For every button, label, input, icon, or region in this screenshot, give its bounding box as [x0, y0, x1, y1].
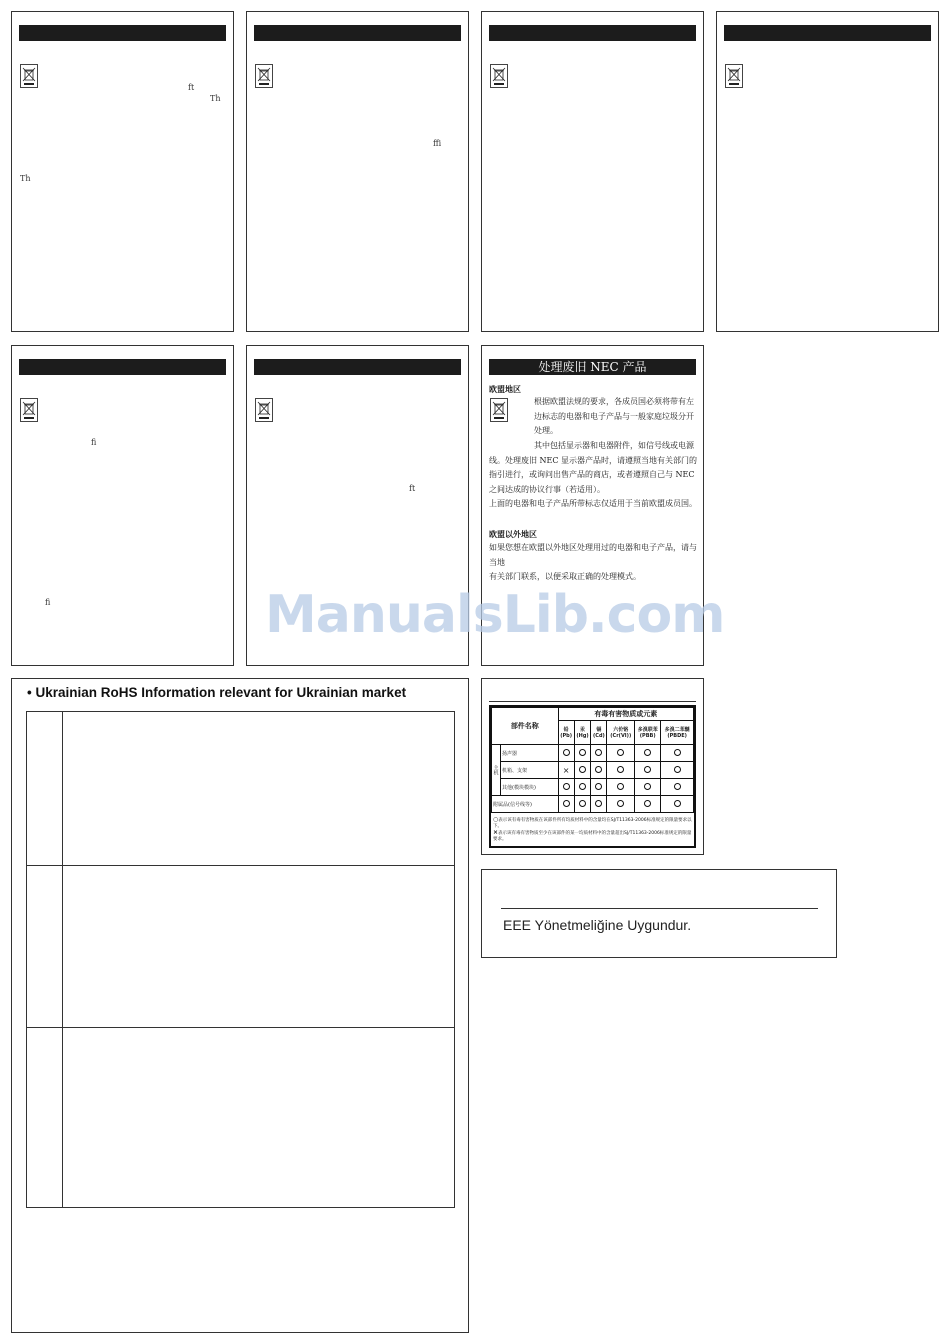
substance-name: 汞: [580, 727, 586, 733]
weee-bin-icon: [725, 64, 743, 88]
text-line: 根据欧盟法规的要求，各成员国必须将带有左: [534, 397, 694, 406]
text-line: 之间达成的协议行事（若适用）。: [489, 484, 605, 494]
circle-icon: [579, 766, 586, 773]
compliant-mark: [607, 762, 635, 779]
rohs-notes: [493, 817, 692, 843]
substance-symbol: (Hg): [576, 733, 589, 739]
substance-column-header: [591, 721, 607, 745]
weee-bin-icon: [255, 398, 273, 422]
compliant-mark: [574, 796, 591, 813]
compliant-mark: [574, 779, 591, 796]
turkish-compliance-text: EEE Yönetmeliğine Uygundur.: [503, 917, 692, 933]
text-fragment: fi: [45, 598, 51, 607]
weee-bin-icon: [255, 64, 273, 88]
language-panel-3: [481, 11, 704, 332]
circle-icon: [644, 800, 651, 807]
table-row: [492, 796, 694, 813]
chinese-panel-title: 处理废旧 NEC 产品: [489, 359, 696, 375]
header-substances: 有毒有害物质或元素: [558, 708, 693, 721]
circle-icon: [617, 749, 624, 756]
substance-column-header: [607, 721, 635, 745]
non-eu-paragraph: [489, 541, 701, 585]
language-panel-6: [246, 345, 469, 666]
substance-symbol: (Cr(VI)): [610, 733, 632, 739]
weee-bin-icon: [20, 64, 38, 88]
table-row: [492, 745, 694, 762]
watermark: ManualsLib.com: [265, 585, 725, 645]
circle-icon: [617, 783, 624, 790]
eu-paragraph: [489, 439, 701, 512]
compliant-mark: [558, 779, 574, 796]
panel-top-rule: [489, 701, 696, 702]
substance-name: 多溴二苯醚: [664, 727, 690, 733]
compliant-mark: [661, 745, 694, 762]
text-line: 边标志的电器和电子产品与一般家庭垃圾分开: [534, 411, 694, 421]
substance-column-header: [635, 721, 661, 745]
text-line: 有关部门联系，以便采取正确的处理模式。: [489, 572, 641, 581]
panel-title-bar: [489, 25, 696, 41]
table-row: [492, 779, 694, 796]
eu-region-heading: 欧盟地区: [489, 385, 521, 394]
rohs-table-frame: [489, 705, 696, 848]
substance-name: 多溴联苯: [637, 727, 658, 733]
compliant-mark: [661, 796, 694, 813]
circle-icon: [595, 749, 602, 756]
substance-column-header: [661, 721, 694, 745]
part-name-cell: 附属品(信号线等): [492, 796, 559, 813]
rohs-note: [493, 830, 692, 843]
compliant-mark: [558, 745, 574, 762]
language-panel-4: [716, 11, 939, 332]
text-line: 如果您想在欧盟以外地区处理用过的电器和电子产品，请与当地: [489, 543, 697, 567]
part-name-cell: 其他(模块模块): [501, 779, 559, 796]
compliant-mark: [558, 796, 574, 813]
table-row: [492, 762, 694, 779]
circle-icon: [617, 766, 624, 773]
text-line: 上面的电器和电子产品所带标志仅适用于当前欧盟成员国。: [489, 499, 697, 508]
text-line: 线。处理废旧 NEC 显示器产品时，请遵照当地有关部门的: [489, 455, 698, 465]
compliant-mark: [635, 796, 661, 813]
text-line: 其中包括显示器和电器附件，如信号线或电源: [534, 441, 694, 450]
weee-bin-icon: [490, 398, 508, 422]
substance-name: 铅: [563, 727, 569, 733]
compliant-mark: [635, 745, 661, 762]
text-fragment: fi: [91, 438, 97, 447]
substance-name: 六价铬: [613, 727, 629, 733]
substance-name: 镉: [596, 727, 602, 733]
table-column-divider: [62, 712, 63, 1207]
circle-icon: [674, 800, 681, 807]
rohs-note: [493, 817, 692, 830]
substance-symbol: (Cd): [593, 733, 605, 739]
circle-icon: [617, 800, 624, 807]
circle-icon: [674, 783, 681, 790]
circle-icon: [674, 766, 681, 773]
china-rohs-panel: [481, 678, 704, 855]
circle-icon: [595, 783, 602, 790]
compliant-mark: [591, 779, 607, 796]
substance-symbol: (Pb): [560, 733, 573, 739]
divider-line: [501, 908, 818, 909]
circle-icon: [579, 800, 586, 807]
panel-title-bar: [724, 25, 931, 41]
text-fragment: Th: [20, 174, 31, 183]
rohs-info-table: [26, 711, 455, 1208]
language-panel-5: [11, 345, 234, 666]
compliant-mark: [635, 762, 661, 779]
weee-bin-icon: [490, 64, 508, 88]
text-fragment: Th: [210, 94, 221, 103]
ukrainian-rohs-heading: • Ukrainian RoHS Information relevant for Ukrainian market: [27, 685, 407, 700]
circle-icon: [595, 800, 602, 807]
text-line: 指引进行，或询问出售产品的商店，或者遵照自己与 NEC: [489, 470, 695, 479]
substance-symbol: (PBDE): [667, 733, 687, 739]
circle-icon: [644, 766, 651, 773]
note-symbol: ○: [493, 816, 499, 823]
text-fragment: ft: [188, 83, 195, 92]
circle-icon: [644, 749, 651, 756]
ukrainian-rohs-panel: [11, 678, 469, 1333]
exceeds-mark: ×: [558, 762, 574, 779]
compliant-mark: [661, 779, 694, 796]
substance-column-header: [558, 721, 574, 745]
note-text: 表示该有毒有害物质在该部件所有均质材料中的含量均在SJ/T11363-2006标准规定的限量要求以下。: [493, 818, 692, 829]
text-fragment: ffi: [433, 139, 442, 148]
compliant-mark: [607, 796, 635, 813]
table-row-divider: [27, 865, 454, 866]
part-name-cell: 扬声器: [501, 745, 559, 762]
panel-title-bar: [254, 359, 461, 375]
compliant-mark: [574, 745, 591, 762]
language-panel-2: [246, 11, 469, 332]
turkish-compliance-panel: [481, 869, 837, 958]
part-name-cell: 机箱、支架: [501, 762, 559, 779]
compliant-mark: [661, 762, 694, 779]
eu-text-block: [534, 395, 704, 439]
compliant-mark: [574, 762, 591, 779]
note-symbol: ×: [493, 829, 499, 836]
text-fragment: ft: [409, 484, 416, 493]
note-text: 表示该有毒有害物质至少在该部件的某一均质材料中的含量超出SJ/T11363-2006标准规定的限量要求。: [493, 831, 692, 842]
group-label: 主机: [492, 745, 501, 796]
hazardous-substance-table: [491, 707, 694, 813]
header-part-name: 部件名称: [492, 708, 559, 745]
table-row-divider: [27, 1027, 454, 1028]
panel-title-bar: [19, 25, 226, 41]
weee-bin-icon: [20, 398, 38, 422]
compliant-mark: [591, 796, 607, 813]
non-eu-heading: 欧盟以外地区: [489, 530, 537, 539]
circle-icon: [563, 783, 570, 790]
text-line: 处理。: [534, 426, 558, 435]
circle-icon: [579, 749, 586, 756]
panel-title-bar: [254, 25, 461, 41]
substance-symbol: (PBB): [639, 733, 656, 739]
chinese-disposal-panel: [481, 345, 704, 666]
compliant-mark: [607, 779, 635, 796]
circle-icon: [563, 800, 570, 807]
circle-icon: [674, 749, 681, 756]
compliant-mark: [591, 762, 607, 779]
compliant-mark: [591, 745, 607, 762]
panel-title-bar: [19, 359, 226, 375]
compliant-mark: [635, 779, 661, 796]
circle-icon: [644, 783, 651, 790]
language-panel-1: [11, 11, 234, 332]
circle-icon: [563, 749, 570, 756]
substance-column-header: [574, 721, 591, 745]
circle-icon: [595, 766, 602, 773]
compliant-mark: [607, 745, 635, 762]
circle-icon: [579, 783, 586, 790]
